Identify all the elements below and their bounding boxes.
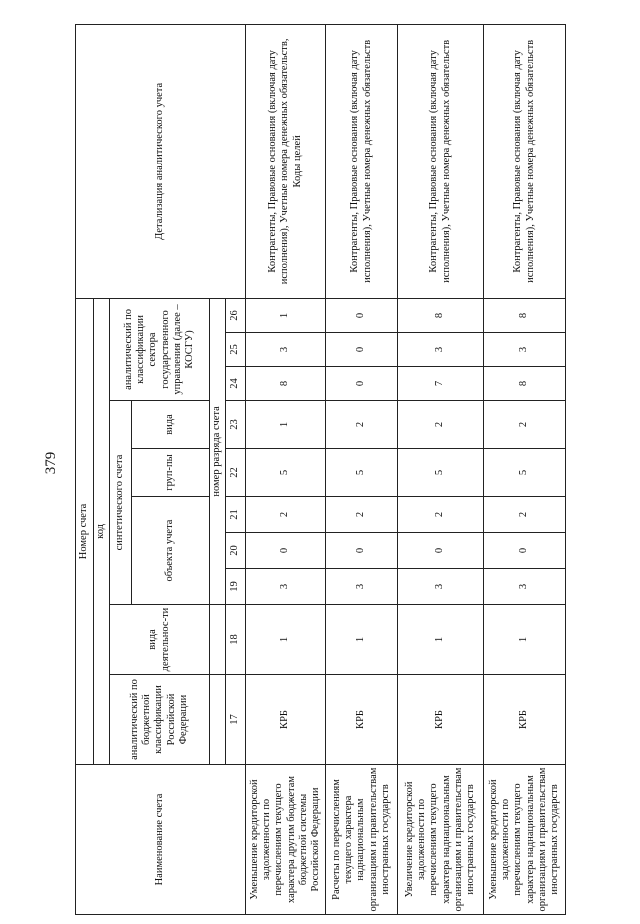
cell: 2 [398, 401, 484, 449]
column-number: 22 [226, 449, 246, 497]
header-blank-18 [210, 605, 226, 675]
cell: КРБ [484, 675, 566, 765]
cell: 8 [246, 367, 326, 401]
cell: 1 [326, 605, 398, 675]
cell: 3 [484, 569, 566, 605]
cell: 2 [484, 497, 566, 533]
cell: 2 [398, 497, 484, 533]
cell: 2 [326, 401, 398, 449]
cell: КРБ [326, 675, 398, 765]
cell: 5 [246, 449, 326, 497]
cell: 0 [398, 533, 484, 569]
cell: 3 [398, 333, 484, 367]
cell: 1 [484, 605, 566, 675]
column-number: 19 [226, 569, 246, 605]
cell: 1 [246, 401, 326, 449]
row-account-name: Уменьшение кредиторской задолженности по перечислениям текущего характера наднациональным организациям и правительствам иностранных государств [484, 765, 566, 915]
cell: 5 [398, 449, 484, 497]
table-row [326, 24, 398, 914]
header-object: объекта учета [132, 497, 210, 605]
cell: 0 [484, 533, 566, 569]
header-analytical-budget: аналитический по бюджетной классификации Российской Федерации [110, 675, 210, 765]
column-number: 26 [226, 298, 246, 332]
cell: 2 [326, 497, 398, 533]
row-account-name: Уменьшение кредиторской задолженности по перечислениям текущего характера другим бюджетам бюджетной системы Российской Федерации [246, 765, 326, 915]
cell: 3 [246, 333, 326, 367]
cell: КРБ [246, 675, 326, 765]
row-account-name: Увеличение кредиторской задолженности по перечислениям текущего характера наднациональным организациям и правительствам иностранных государств [398, 765, 484, 915]
accounts-table [75, 24, 566, 915]
cell: 0 [326, 367, 398, 401]
row-detail: Контрагенты, Правовые основания (включая дату исполнения), Учетные номера денежных обязательств [398, 24, 484, 298]
cell: 3 [484, 333, 566, 367]
column-number: 24 [226, 367, 246, 401]
header-code: код [94, 298, 110, 764]
cell: 1 [246, 298, 326, 332]
cell: 3 [326, 569, 398, 605]
header-kind: вида [132, 401, 210, 449]
column-number: 18 [226, 605, 246, 675]
column-number: 17 [226, 675, 246, 765]
cell: 8 [398, 298, 484, 332]
cell: 0 [246, 533, 326, 569]
column-number: 21 [226, 497, 246, 533]
table-row [398, 24, 484, 914]
cell: КРБ [398, 675, 484, 765]
row-detail: Контрагенты, Правовые основания (включая дату исполнения), Учетные номера денежных обязательств [484, 24, 566, 298]
cell: 1 [398, 605, 484, 675]
row-account-name: Расчеты по перечислениям текущего характера наднациональным организациям и правительствам иностранных государств [326, 765, 398, 915]
cell: 1 [246, 605, 326, 675]
column-number: 25 [226, 333, 246, 367]
column-number: 23 [226, 401, 246, 449]
header-group: груп-пы [132, 449, 210, 497]
page-number: 379 [43, 451, 59, 475]
cell: 0 [326, 533, 398, 569]
rotated-table-wrapper [75, 25, 565, 915]
cell: 2 [246, 497, 326, 533]
column-number: 20 [226, 533, 246, 569]
header-activity: вида деятельнос-ти [110, 605, 210, 675]
header-kosgu: аналитический по классификации сектора государственного управления (далее – КОСГУ) [110, 298, 210, 400]
header-blank-17 [210, 675, 226, 765]
table-row [246, 24, 326, 914]
cell: 7 [398, 367, 484, 401]
cell: 0 [326, 333, 398, 367]
cell: 5 [484, 449, 566, 497]
header-synthetic: синтетического счета [110, 401, 132, 605]
header-row-1 [76, 24, 94, 914]
cell: 3 [246, 569, 326, 605]
header-digit-number: номер разряда счета [210, 298, 226, 604]
header-account-name: Наименование счета [76, 765, 246, 915]
cell: 8 [484, 298, 566, 332]
cell: 2 [484, 401, 566, 449]
cell: 8 [484, 367, 566, 401]
table-row [484, 24, 566, 914]
row-detail: Контрагенты, Правовые основания (включая дату исполнения), Учетные номера денежных обязательств, Коды целей [246, 24, 326, 298]
header-detail: Детализация аналитического учета [76, 24, 246, 298]
cell: 0 [326, 298, 398, 332]
cell: 3 [398, 569, 484, 605]
cell: 5 [326, 449, 398, 497]
header-account-number: Номер счета [76, 298, 94, 764]
row-detail: Контрагенты, Правовые основания (включая дату исполнения), Учетные номера денежных обязательств [326, 24, 398, 298]
